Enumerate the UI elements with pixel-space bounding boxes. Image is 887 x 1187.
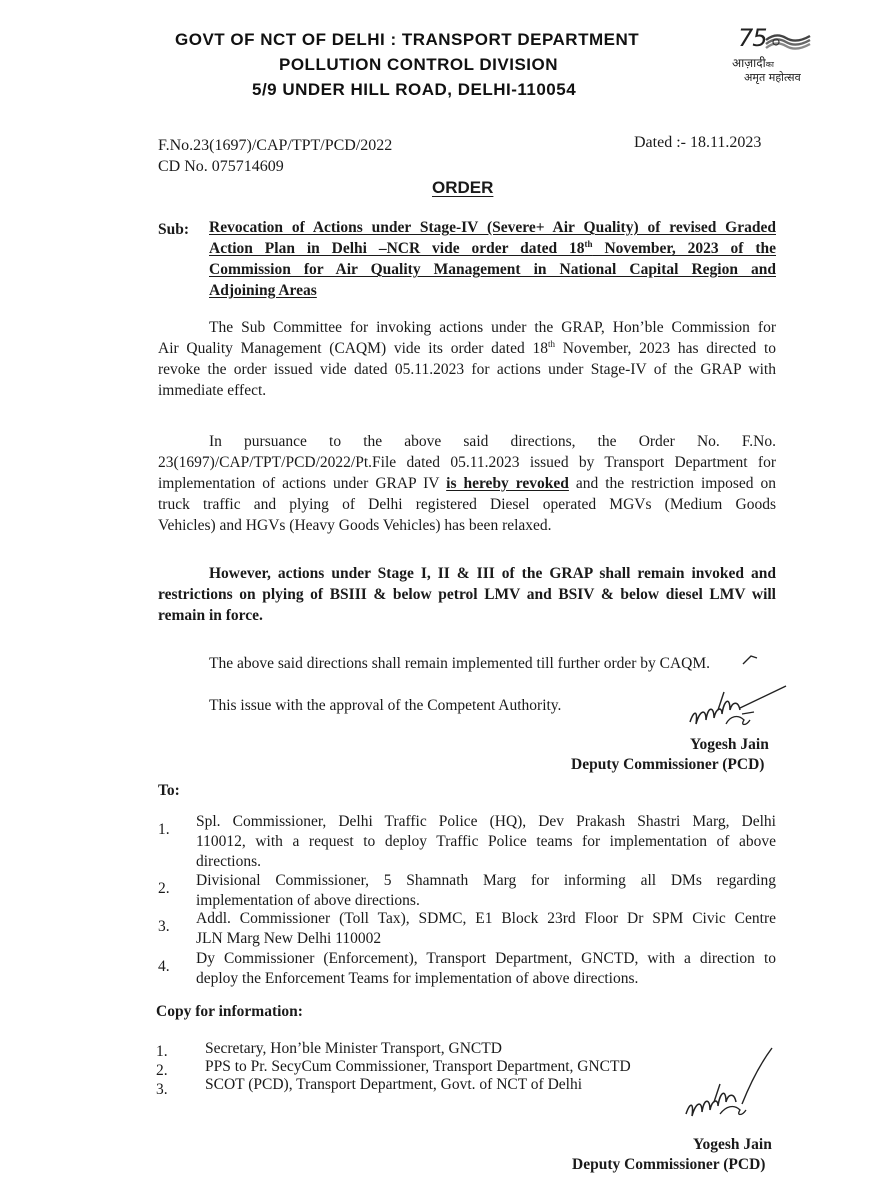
page-title: ORDER xyxy=(432,178,494,197)
to-item-number: 1. xyxy=(158,821,170,838)
signature-1-image xyxy=(684,680,794,740)
logo-hindi-azadi: आज़ादीका xyxy=(732,56,774,70)
copy-item-number: 1. xyxy=(156,1043,168,1060)
subject-label: Sub: xyxy=(158,221,190,238)
copy-item: PPS to Pr. SecyCum Commissioner, Transport Department, GNCTD xyxy=(205,1058,631,1075)
logo-hindi-amrit: अमृत महोत्सव xyxy=(744,71,801,84)
copy-item: SCOT (PCD), Transport Department, Govt. of NCT of Delhi xyxy=(205,1076,583,1093)
copy-item-number: 3. xyxy=(156,1081,168,1098)
header-line-address: 5/9 UNDER HILL ROAD, DELHI-110054 xyxy=(252,80,577,99)
dated: Dated :- 18.11.2023 xyxy=(634,134,762,151)
copy-label: Copy for information: xyxy=(156,1003,303,1020)
cd-number: CD No. 075714609 xyxy=(158,158,284,175)
signatory-1-designation: Deputy Commissioner (PCD) xyxy=(571,756,765,773)
subject-text: Revocation of Actions under Stage-IV (Severe+ Air Quality) of revised Graded Action Plan in Delhi –NCR vide order dated 18th November, 2023 of the Commission for Air Quality Management in National Capital Region and Adjoining Areas xyxy=(209,219,776,299)
signatory-2-name: Yogesh Jain xyxy=(693,1136,772,1153)
to-label: To: xyxy=(158,782,180,799)
to-item: Divisional Commissioner, 5 Shamnath Marg for informing all DMs regarding implementation of above directions. xyxy=(196,872,776,909)
to-item-number: 3. xyxy=(158,918,170,935)
hereby-revoked-text: is hereby revoked xyxy=(446,475,569,492)
flag-stripes-icon xyxy=(764,30,812,52)
header-line-division: POLLUTION CONTROL DIVISION xyxy=(279,55,559,74)
paragraph-directions-implemented: The above said directions shall remain implemented till further order by CAQM. xyxy=(209,655,711,672)
to-item: Spl. Commissioner, Delhi Traffic Police (HQ), Dev Prakash Shastri Marg, Delhi 110012, with a request to deploy Traffic Police teams for implementation of above directions. xyxy=(196,813,776,870)
paragraph-grap-revocation: The Sub Committee for invoking actions under the GRAP, Hon’ble Commission for Air Quality Management (CAQM) vide its order dated 18th November, 2023 has directed to revoke the order issued vide dated 05.11.2023 for actions under Stage-IV of the GRAP with immediate effect. xyxy=(158,319,776,399)
file-number: F.No.23(1697)/CAP/TPT/PCD/2022 xyxy=(158,137,393,154)
signature-2-image xyxy=(680,1044,780,1144)
paragraph-approval: This issue with the approval of the Competent Authority. xyxy=(209,697,562,714)
to-item: Dy Commissioner (Enforcement), Transport Department, GNCTD, with a direction to deploy the Enforcement Teams for implementation of above directions. xyxy=(196,950,776,987)
logo-75-number: 75 xyxy=(738,24,767,52)
signatory-2-designation: Deputy Commissioner (PCD) xyxy=(572,1156,766,1173)
to-item-number: 2. xyxy=(158,880,170,897)
to-item: Addl. Commissioner (Toll Tax), SDMC, E1 Block 23rd Floor Dr SPM Civic Centre JLN Marg New Delhi 110002 xyxy=(196,910,776,947)
copy-item: Secretary, Hon’ble Minister Transport, GNCTD xyxy=(205,1040,502,1057)
signatory-1-name: Yogesh Jain xyxy=(690,736,769,753)
to-item-number: 4. xyxy=(158,958,170,975)
tick-mark-icon xyxy=(741,652,761,666)
paragraph-stage-restrictions: However, actions under Stage I, II & III of the GRAP shall remain invoked and restrictions on plying of BSIII & below petrol LMV and BSIV & below diesel LMV will remain in force. xyxy=(158,565,776,624)
azadi-logo xyxy=(728,26,818,86)
copy-item-number: 2. xyxy=(156,1062,168,1079)
paragraph-order-revoked: In pursuance to the above said directions, the Order No. F.No. 23(1697)/CAP/TPT/PCD/2022/Pt.File dated 05.11.2023 issued by Transport Department for implementation of actions under GRAP IV is hereby revoked and the restriction imposed on truck traffic and plying of Delhi registered Diesel operated MGVs (Medium Goods Vehicles) and HGVs (Heavy Goods Vehicles) has been relaxed. xyxy=(158,433,776,534)
header-line-govt: GOVT OF NCT OF DELHI : TRANSPORT DEPARTMENT xyxy=(175,30,640,49)
